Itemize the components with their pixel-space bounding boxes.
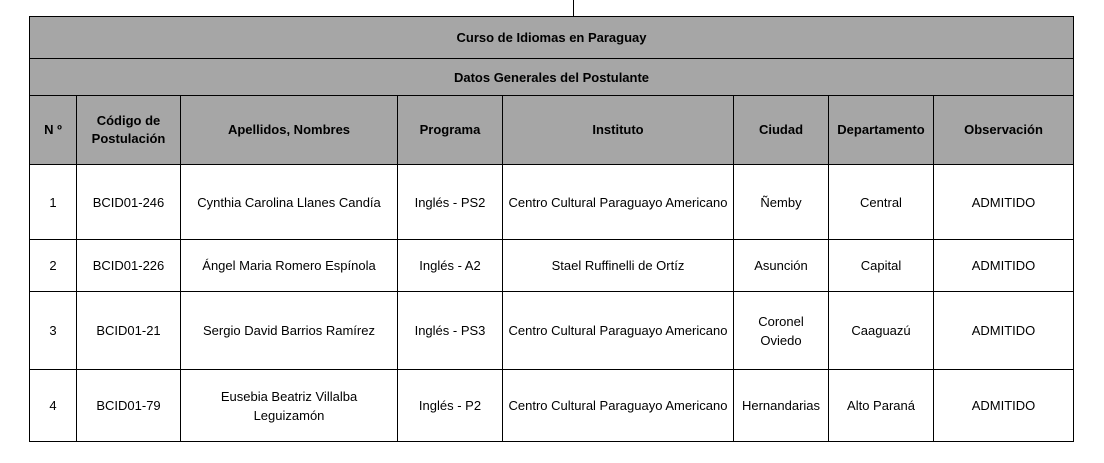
header-institute: Instituto (503, 96, 734, 165)
cell-number: 2 (30, 240, 77, 292)
cell-number: 3 (30, 292, 77, 370)
cell-program: Inglés - P2 (398, 370, 503, 442)
cell-full-name: Ángel Maria Romero Espínola (181, 240, 398, 292)
cell-full-name: Cynthia Carolina Llanes Candía (181, 165, 398, 240)
cell-department: Central (829, 165, 934, 240)
cell-city: Ñemby (734, 165, 829, 240)
cell-city: Asunción (734, 240, 829, 292)
table-row (30, 370, 1074, 442)
header-application-code: Código de Postulación (77, 96, 181, 165)
top-divider-line (573, 0, 574, 16)
cell-city: Hernandarias (734, 370, 829, 442)
cell-observation: ADMITIDO (934, 165, 1074, 240)
cell-observation: ADMITIDO (934, 292, 1074, 370)
header-observation: Observación (934, 96, 1074, 165)
table-row (30, 292, 1074, 370)
cell-observation: ADMITIDO (934, 370, 1074, 442)
cell-institute: Stael Ruffinelli de Ortíz (503, 240, 734, 292)
cell-full-name: Eusebia Beatriz Villalba Leguizamón (181, 370, 398, 442)
cell-full-name: Sergio David Barrios Ramírez (181, 292, 398, 370)
cell-application-code: BCID01-246 (77, 165, 181, 240)
header-city: Ciudad (734, 96, 829, 165)
table-row (30, 165, 1074, 240)
cell-institute: Centro Cultural Paraguayo Americano (503, 292, 734, 370)
table-title: Curso de Idiomas en Paraguay (30, 17, 1074, 59)
table-subtitle: Datos Generales del Postulante (30, 59, 1074, 96)
cell-institute: Centro Cultural Paraguayo Americano (503, 165, 734, 240)
cell-department: Alto Paraná (829, 370, 934, 442)
cell-department: Capital (829, 240, 934, 292)
cell-observation: ADMITIDO (934, 240, 1074, 292)
cell-number: 1 (30, 165, 77, 240)
cell-department: Caaguazú (829, 292, 934, 370)
header-number: N º (30, 96, 77, 165)
header-program: Programa (398, 96, 503, 165)
cell-program: Inglés - PS2 (398, 165, 503, 240)
cell-city: Coronel Oviedo (734, 292, 829, 370)
cell-institute: Centro Cultural Paraguayo Americano (503, 370, 734, 442)
cell-application-code: BCID01-226 (77, 240, 181, 292)
table-row (30, 240, 1074, 292)
header-department: Departamento (829, 96, 934, 165)
cell-program: Inglés - PS3 (398, 292, 503, 370)
cell-program: Inglés - A2 (398, 240, 503, 292)
applicants-table (29, 16, 1074, 442)
cell-application-code: BCID01-21 (77, 292, 181, 370)
cell-number: 4 (30, 370, 77, 442)
header-full-name: Apellidos, Nombres (181, 96, 398, 165)
cell-application-code: BCID01-79 (77, 370, 181, 442)
